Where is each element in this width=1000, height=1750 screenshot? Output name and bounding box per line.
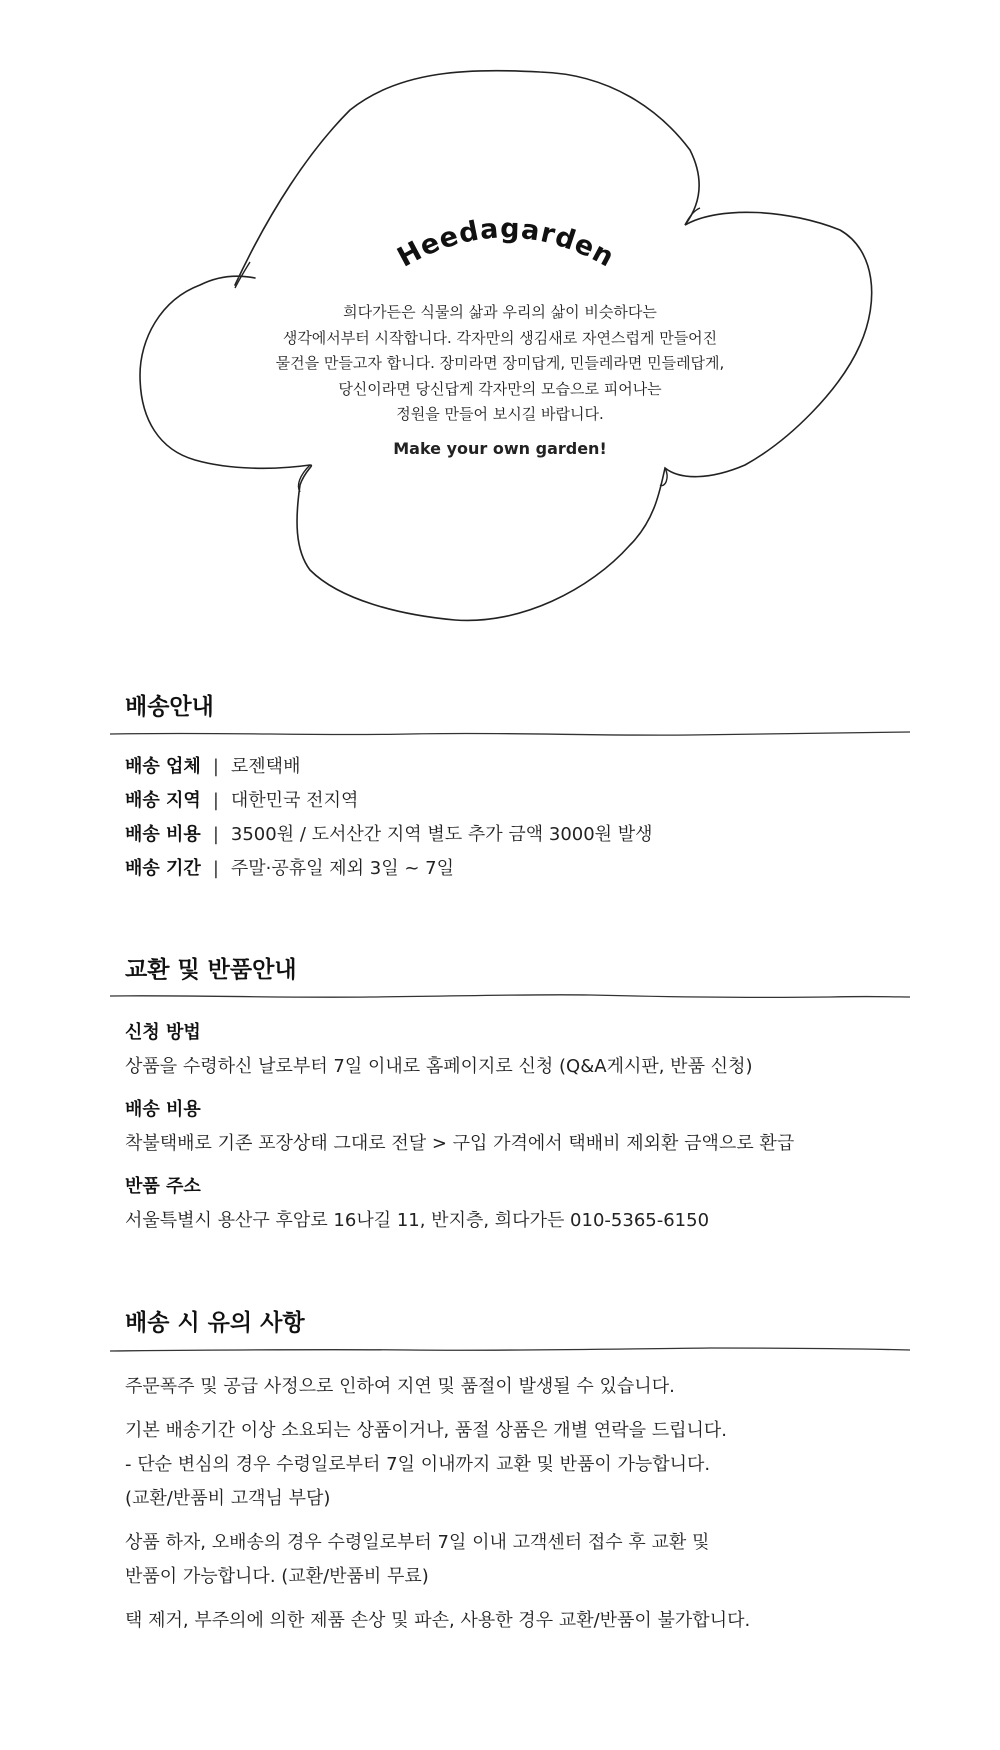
row-label: 배송 기간 (125, 858, 201, 879)
logo-text: Heedagarden (392, 213, 620, 274)
brand-intro (250, 300, 750, 461)
shipping-row-region (125, 786, 358, 812)
section-divider (110, 991, 910, 1003)
shipping-row-carrier (125, 752, 300, 778)
row-separator: | (212, 824, 219, 845)
note-line: (교환/반품비 고객님 부담) (125, 1488, 331, 1509)
intro-line: 생각에서부터 시작합니다. 각자만의 생김새로 자연스럽게 만들어진 (282, 328, 718, 347)
section-divider (110, 728, 910, 740)
intro-line: 정원을 만들어 보시길 바랍니다. (396, 405, 604, 423)
intro-line: 희다가든은 식물의 삶과 우리의 삶이 비슷하다는 (343, 303, 657, 321)
note-line: 상품 하자, 오배송의 경우 수령일로부터 7일 이내 고객센터 접수 후 교환 및 (125, 1532, 710, 1553)
row-label: 배송 지역 (125, 790, 201, 811)
exchange-item-heading: 신청 방법 (125, 1022, 201, 1043)
svg-text:Heedagarden (392, 213, 619, 273)
section-divider (110, 1344, 910, 1356)
note-line: 반품이 가능합니다. (교환/반품비 무료) (125, 1566, 429, 1587)
intro-line: 당신이라면 당신답게 각자만의 모습으로 피어나는 (338, 379, 662, 398)
note-line: - 단순 변심의 경우 수령일로부터 7일 이내까지 교환 및 반품이 가능합니다. (125, 1454, 711, 1475)
row-separator: | (212, 756, 219, 777)
shipping-title: 배송안내 (125, 694, 214, 720)
row-value: 대한민국 전지역 (230, 790, 359, 811)
intro-line: 물건을 만들고자 합니다. 장미라면 장미답게, 민들레라면 민들레답게, (275, 354, 725, 372)
notes-title: 배송 시 유의 사항 (125, 1310, 305, 1336)
notes-section-header (125, 1304, 915, 1337)
brand-slogan: Make your own garden! (393, 438, 607, 458)
exchange-item-heading: 반품 주소 (125, 1176, 201, 1197)
exchange-title: 교환 및 반품안내 (125, 957, 297, 983)
row-value: 로젠택배 (230, 756, 301, 777)
note-line: 기본 배송기간 이상 소요되는 상품이거나, 품절 상품은 개별 연락을 드립니다. (125, 1420, 727, 1441)
exchange-section-header (125, 951, 915, 984)
exchange-item-text: 상품을 수령하신 날로부터 7일 이내로 홈페이지로 신청 (Q&A게시판, 반품 신청) (125, 1056, 753, 1077)
row-value: 주말·공휴일 제외 3일 ~ 7일 (230, 858, 454, 879)
exchange-item-text: 착불택배로 기존 포장상태 그대로 전달 > 구입 가격에서 택배비 제외환 금액으로 환급 (125, 1133, 795, 1154)
exchange-item-heading: 배송 비용 (125, 1099, 201, 1120)
note-line: 택 제거, 부주의에 의한 제품 손상 및 파손, 사용한 경우 교환/반품이 불가합니다. (125, 1610, 751, 1631)
shipping-section-header (125, 688, 915, 721)
row-value: 3500원 / 도서산간 지역 별도 추가 금액 3000원 발생 (230, 824, 653, 845)
row-label: 배송 업체 (125, 756, 201, 777)
note-line: 주문폭주 및 공급 사정으로 인하여 지연 및 품절이 발생될 수 있습니다. (125, 1376, 675, 1397)
heedagarden-logo (390, 195, 620, 290)
row-separator: | (212, 858, 219, 879)
exchange-item-text: 서울특별시 용산구 후암로 16나길 11, 반지층, 희다가든 010-5365-6150 (125, 1210, 710, 1231)
shipping-row-cost (125, 820, 653, 846)
row-separator: | (212, 790, 219, 811)
shipping-row-period (125, 854, 454, 880)
row-label: 배송 비용 (125, 824, 201, 845)
